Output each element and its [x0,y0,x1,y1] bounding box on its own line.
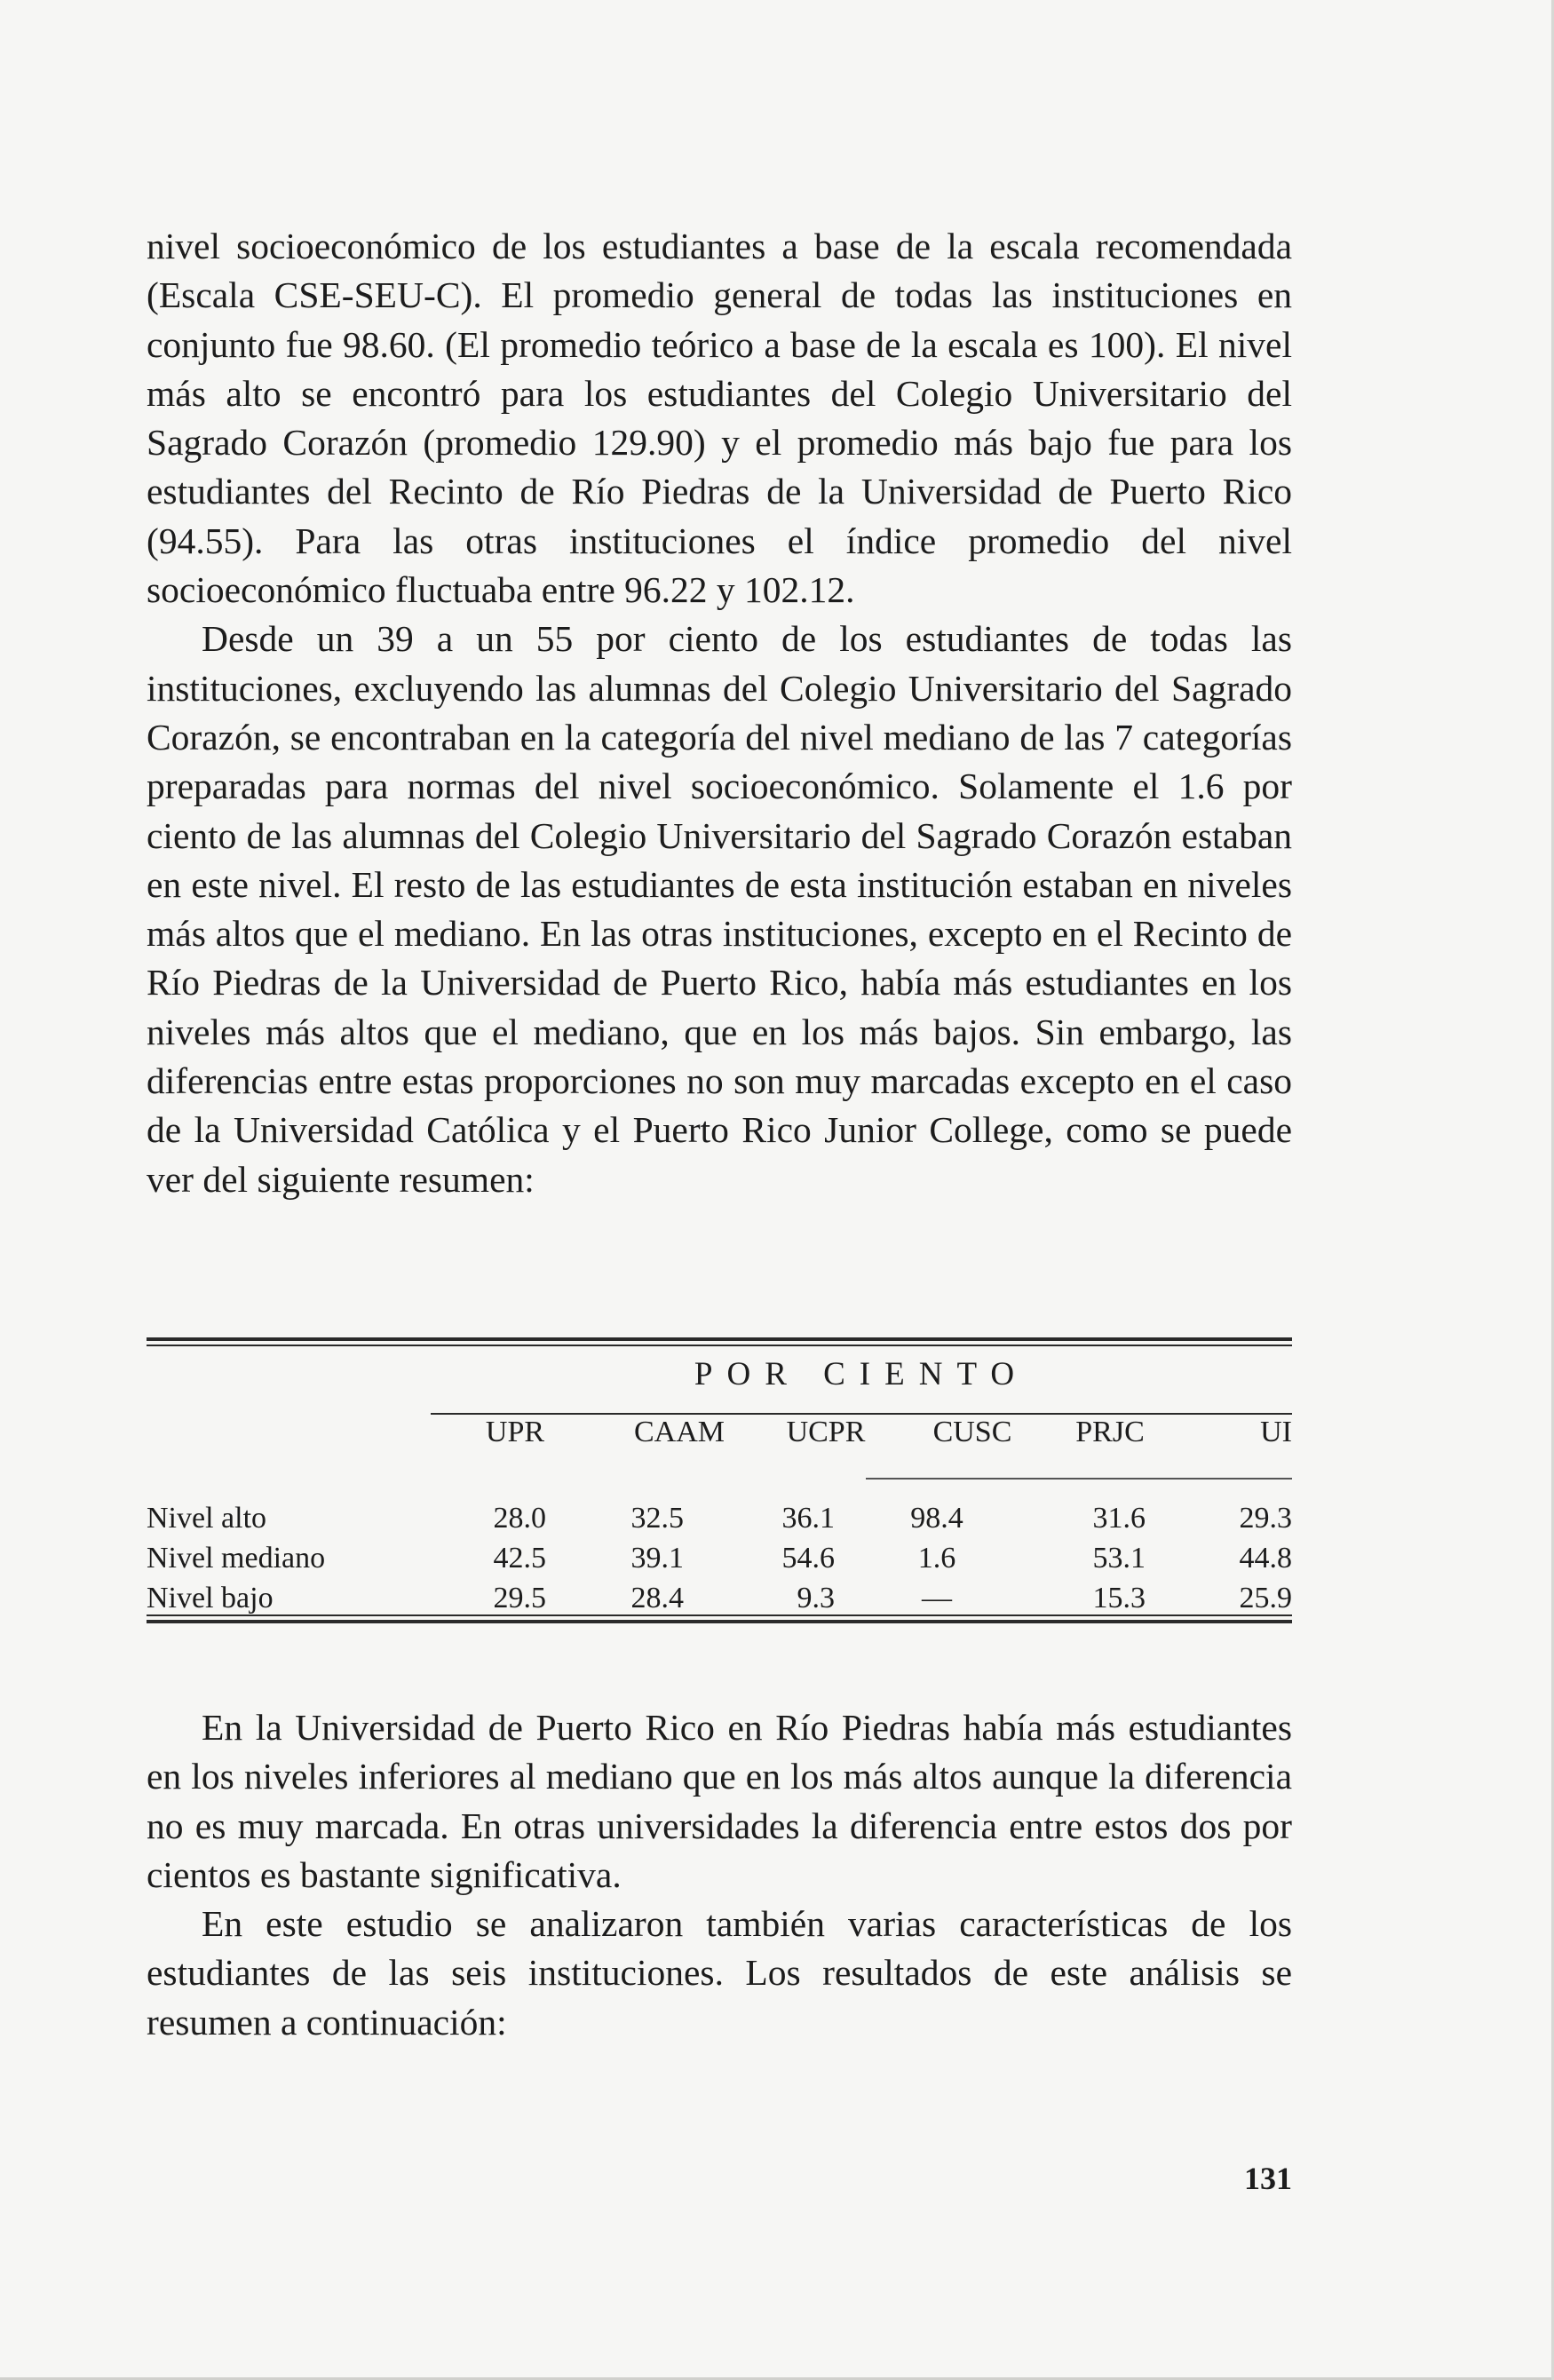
table-cell: 39.1 [630,1542,684,1575]
column-header-rule [866,1478,1292,1480]
table-cell: 15.3 [1092,1582,1146,1614]
table-row [147,1542,1292,1583]
column-header-ucpr: UCPR [786,1416,866,1448]
summary-table [147,1337,1292,1614]
column-header-caam: CAAM [633,1416,725,1448]
group-header-rule [431,1413,1292,1415]
table-group-header: POR CIENTO [694,1356,1029,1392]
column-header-prjc: PRJC [1075,1416,1145,1448]
table-cell: 36.1 [781,1502,835,1535]
table-cell: 54.6 [781,1542,835,1575]
paragraph-1: nivel socioeconómico de los estudiantes a base de la escala recomendada (Escala CSE-SEU-C). El promedio general de todas las instituciones en conjunto fue 98.60. (El promedio teórico a base de la escala es 100). El nivel más alto se encontró para los estudiantes del Colegio Universitario del Sagrado Corazón (promedio 129.90) y el promedio más bajo fue para los estudiantes del Recinto de Río Piedras de la Universidad de Puerto Rico (94.55). Para las otras instituciones el índice promedio del nivel socioeconómico fluctuaba entre 96.22 y 102.12. [147,226,1292,611]
row-label: Nivel mediano [147,1542,326,1575]
page-number: 131 [1244,2161,1292,2196]
paragraph-3: En la Universidad de Puerto Rico en Río Piedras había más estudiantes en los niveles inferiores al mediano que en los más altos aunque la diferencia no es muy marcada. En otras universidades la diferencia entre estos dos por cientos es bastante significativa. [147,1707,1292,1895]
table-top-rule [147,1337,1292,1341]
table-cell: 32.5 [630,1502,684,1535]
table-bottom-rule-thin [147,1614,1292,1616]
table-cell: 29.3 [1239,1502,1292,1535]
table-cell: 1.6 [917,1542,956,1575]
paragraph-4: En este estudio se analizaron también varias características de los estudiantes de las seis instituciones. Los resultados de este análisis se resumen a continuación: [147,1903,1292,2043]
table-bottom-rules [147,1614,1292,1623]
table-top-rule-thin [147,1345,1292,1346]
table-cell: 44.8 [1239,1542,1292,1575]
table-cell: 42.5 [493,1542,546,1575]
paragraph-2: Desde un 39 a un 55 por ciento de los estudiantes de todas las instituciones, excluyendo las alumnas del Colegio Universitario del Sagrado Corazón, se encontraban en la categoría del nivel mediano de las 7 categorías preparadas para normas del nivel socioeconómico. Solamente el 1.6 por ciento de las alumnas del Colegio Universitario del Sagrado Corazón estaban en este nivel. El resto de las estudiantes de esta institución estaban en niveles más altos que el mediano. En las otras instituciones, excepto en el Recinto de Río Piedras de la Universidad de Puerto Rico, había más estudiantes en los niveles más altos que el mediano, que en los más bajos. Sin embargo, las diferencias entre estas proporciones no son muy marcadas excepto en el caso de la Universidad Católica y el Puerto Rico Junior College, como se puede ver del siguiente resumen: [147,618,1292,1200]
body-text-bottom [147,1703,1292,2047]
table-cell: — [922,1582,952,1614]
table-cell: 28.0 [493,1502,546,1535]
column-header-ui: UI [1260,1416,1292,1448]
table-cell: 25.9 [1239,1582,1292,1614]
table-cell: 31.6 [1092,1502,1146,1535]
table-cell: 98.4 [910,1502,963,1535]
table-cell: 29.5 [493,1582,546,1614]
table-cell: 28.4 [630,1582,684,1614]
table-bottom-rule [147,1620,1292,1623]
body-text-top [147,222,1292,1204]
table-column-headers [147,1416,1292,1478]
row-label: Nivel bajo [147,1582,274,1614]
table-row [147,1502,1292,1543]
column-header-cusc: CUSC [932,1416,1012,1448]
table-cell: 9.3 [797,1582,835,1614]
column-header-upr: UPR [485,1416,545,1448]
row-label: Nivel alto [147,1502,267,1535]
table-cell: 53.1 [1092,1542,1146,1575]
